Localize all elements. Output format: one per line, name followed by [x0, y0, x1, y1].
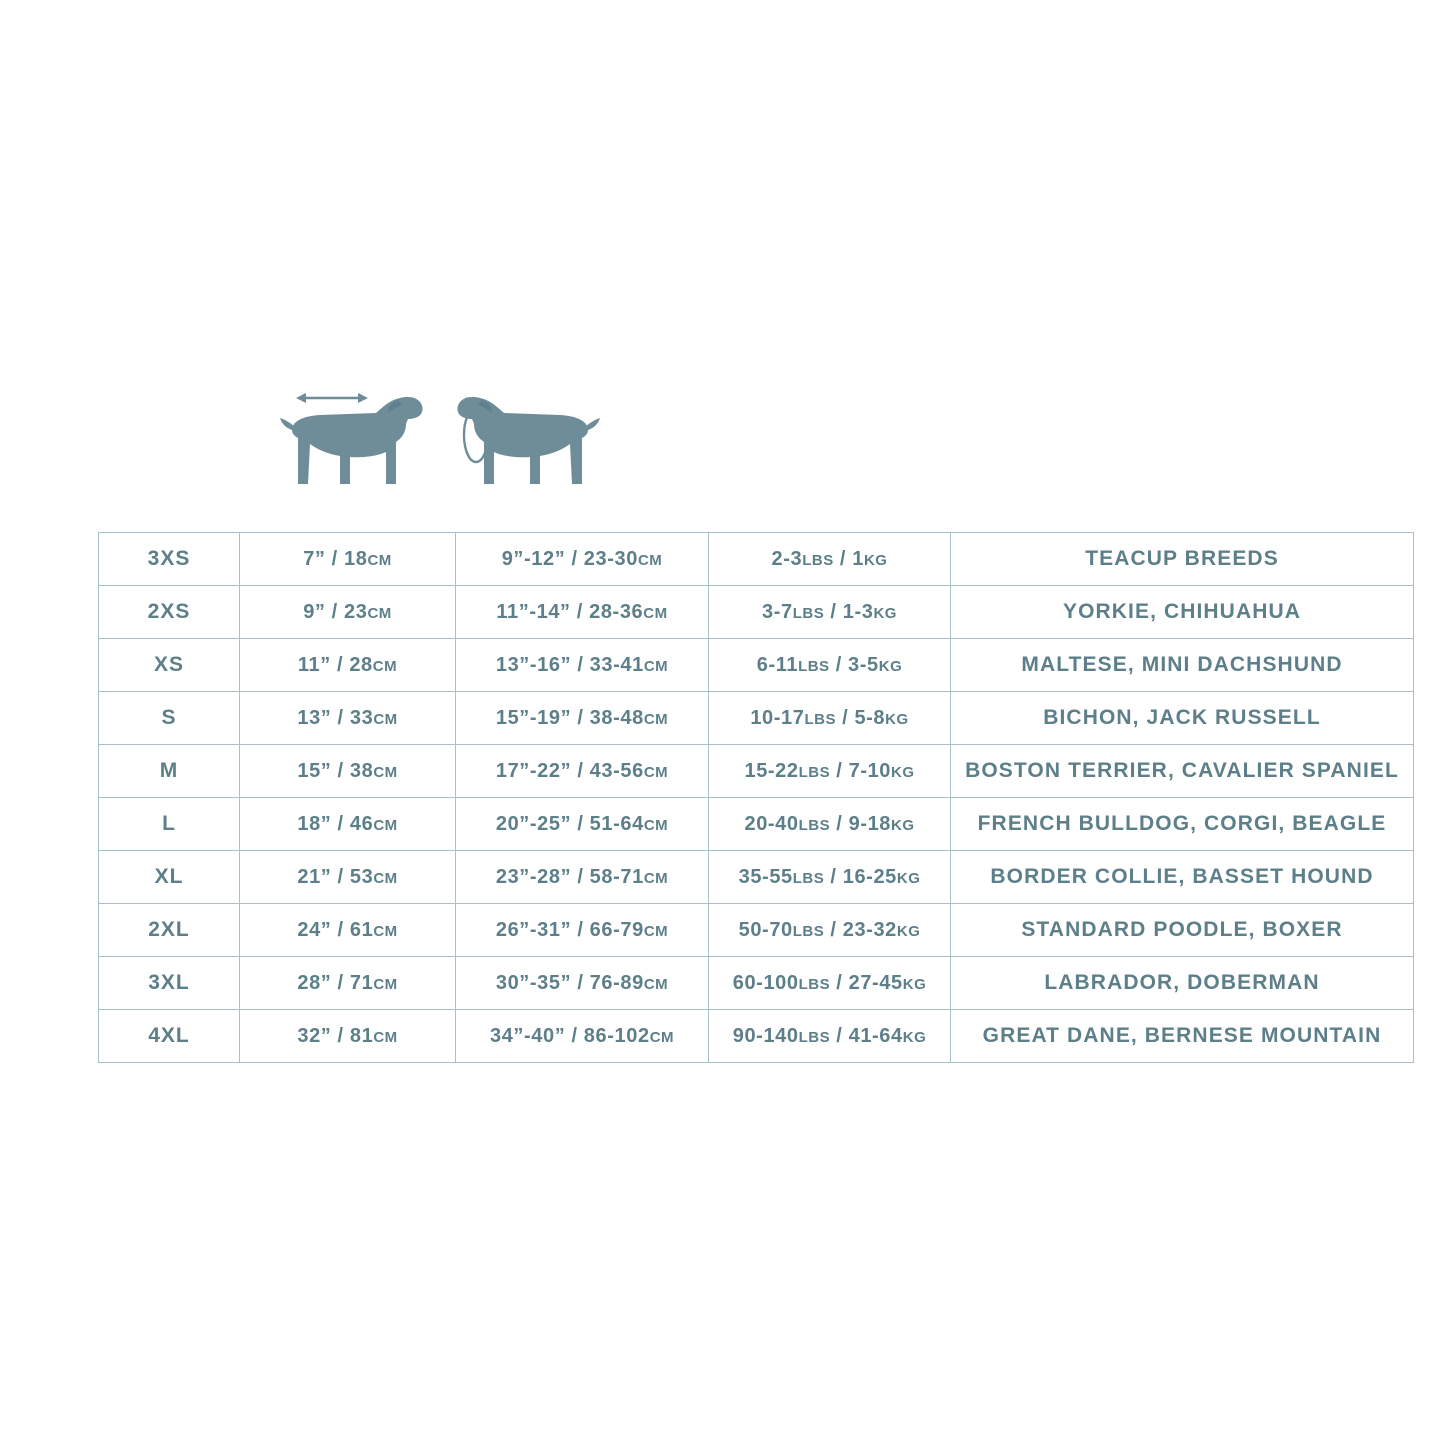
- girth-value: 23”-28” / 58-71: [495, 865, 644, 888]
- weight-value: 2-3: [771, 547, 803, 570]
- cell-girth: [456, 533, 709, 586]
- table-row: [99, 692, 1414, 745]
- height-unit: CM: [373, 710, 398, 728]
- weight-unit-lbs: LBS: [792, 922, 825, 940]
- weight-unit-kg: KG: [896, 869, 921, 887]
- cell-weight: [709, 1010, 951, 1063]
- size-table-body: [99, 533, 1414, 1063]
- weight-value-metric: / 1-3: [824, 600, 874, 623]
- girth-value: 15”-19” / 38-48: [495, 706, 644, 729]
- cell-weight: [709, 533, 951, 586]
- cell-girth: [456, 586, 709, 639]
- weight-value-metric: / 1: [833, 547, 864, 570]
- cell-weight: [709, 639, 951, 692]
- height-value: 18” / 46: [297, 812, 374, 835]
- weight-value-metric: / 9-18: [830, 812, 892, 835]
- height-unit: CM: [373, 975, 398, 993]
- height-unit: CM: [373, 869, 398, 887]
- girth-value: 34”-40” / 86-102: [489, 1024, 650, 1047]
- table-row: [99, 957, 1414, 1010]
- girth-unit: CM: [643, 763, 669, 781]
- girth-unit: CM: [643, 604, 668, 622]
- height-unit: CM: [367, 551, 392, 569]
- weight-value: 90-140: [732, 1024, 799, 1047]
- height-value: 15” / 38: [297, 759, 374, 782]
- cell-breeds: STANDARD POODLE, BOXER: [951, 904, 1414, 957]
- height-unit: CM: [367, 604, 392, 622]
- height-value: 28” / 71: [297, 971, 374, 994]
- cell-breeds: GREAT DANE, BERNESE MOUNTAIN: [951, 1010, 1414, 1063]
- table-row: [99, 533, 1414, 586]
- girth-value: 13”-16” / 33-41: [495, 653, 644, 676]
- weight-unit-kg: KG: [878, 657, 903, 675]
- dog-measurement-diagram: [280, 380, 600, 510]
- weight-value: 10-17: [750, 706, 805, 729]
- table-row: [99, 1010, 1414, 1063]
- cell-girth: [456, 904, 709, 957]
- cell-height: [240, 798, 456, 851]
- cell-height: [240, 745, 456, 798]
- weight-value-metric: / 41-64: [830, 1024, 903, 1047]
- cell-breeds: BOSTON TERRIER, CAVALIER SPANIEL: [951, 745, 1414, 798]
- weight-unit-lbs: LBS: [802, 551, 834, 569]
- height-value: 9” / 23: [303, 600, 368, 623]
- weight-value-metric: / 16-25: [824, 865, 897, 888]
- height-value: 24” / 61: [297, 918, 374, 941]
- cell-breeds: MALTESE, MINI DACHSHUND: [951, 639, 1414, 692]
- weight-unit-kg: KG: [885, 710, 909, 728]
- girth-value: 11”-14” / 28-36: [496, 600, 644, 623]
- weight-value-metric: / 7-10: [830, 759, 892, 782]
- weight-unit-kg: KG: [873, 604, 897, 622]
- cell-breeds: FRENCH BULLDOG, CORGI, BEAGLE: [951, 798, 1414, 851]
- cell-size: 4XL: [99, 1010, 240, 1063]
- cell-height: [240, 639, 456, 692]
- cell-girth: [456, 851, 709, 904]
- weight-value-metric: / 5-8: [835, 706, 886, 729]
- cell-height: [240, 1010, 456, 1063]
- cell-size: 2XL: [99, 904, 240, 957]
- cell-weight: [709, 692, 951, 745]
- cell-breeds: BORDER COLLIE, BASSET HOUND: [951, 851, 1414, 904]
- cell-breeds: TEACUP BREEDS: [951, 533, 1414, 586]
- table-row: [99, 639, 1414, 692]
- cell-size: XS: [99, 639, 240, 692]
- left-dog-silhouette: [280, 397, 423, 484]
- cell-height: [240, 851, 456, 904]
- girth-value: 17”-22” / 43-56: [495, 759, 644, 782]
- height-unit: CM: [373, 922, 398, 940]
- weight-value: 35-55: [738, 865, 793, 888]
- weight-unit-kg: KG: [902, 975, 927, 993]
- cell-size: XL: [99, 851, 240, 904]
- cell-size: L: [99, 798, 240, 851]
- girth-unit: CM: [643, 869, 669, 887]
- cell-girth: [456, 639, 709, 692]
- girth-value: 9”-12” / 23-30: [501, 547, 638, 570]
- height-unit: CM: [373, 1028, 398, 1046]
- table-row: [99, 745, 1414, 798]
- weight-unit-lbs: LBS: [792, 869, 825, 887]
- girth-value: 26”-31” / 66-79: [495, 918, 644, 941]
- weight-value-metric: / 27-45: [830, 971, 903, 994]
- cell-girth: [456, 957, 709, 1010]
- girth-unit: CM: [643, 922, 669, 940]
- dog-size-table: [98, 532, 1414, 1063]
- height-unit: CM: [373, 816, 398, 834]
- weight-unit-lbs: LBS: [804, 710, 836, 728]
- cell-height: [240, 904, 456, 957]
- weight-unit-kg: KG: [896, 922, 921, 940]
- cell-height: [240, 957, 456, 1010]
- height-unit: CM: [373, 763, 398, 781]
- girth-value: 20”-25” / 51-64: [495, 812, 644, 835]
- table-row: [99, 586, 1414, 639]
- cell-weight: [709, 745, 951, 798]
- cell-breeds: LABRADOR, DOBERMAN: [951, 957, 1414, 1010]
- table-row: [99, 851, 1414, 904]
- weight-value: 20-40: [744, 812, 799, 835]
- cell-girth: [456, 745, 709, 798]
- cell-weight: [709, 798, 951, 851]
- weight-value: 60-100: [732, 971, 799, 994]
- girth-unit: CM: [643, 710, 669, 728]
- cell-breeds: YORKIE, CHIHUAHUA: [951, 586, 1414, 639]
- cell-size: 2XS: [99, 586, 240, 639]
- weight-value: 6-11: [756, 653, 799, 676]
- weight-unit-lbs: LBS: [798, 1028, 831, 1046]
- weight-unit-lbs: LBS: [798, 657, 830, 675]
- cell-girth: [456, 1010, 709, 1063]
- girth-unit: CM: [637, 551, 663, 569]
- girth-unit: CM: [643, 657, 669, 675]
- cell-weight: [709, 957, 951, 1010]
- girth-value: 30”-35” / 76-89: [495, 971, 644, 994]
- weight-value: 50-70: [738, 918, 793, 941]
- weight-unit-lbs: LBS: [798, 816, 831, 834]
- cell-weight: [709, 851, 951, 904]
- cell-breeds: BICHON, JACK RUSSELL: [951, 692, 1414, 745]
- weight-unit-lbs: LBS: [792, 604, 825, 622]
- weight-unit-kg: KG: [891, 763, 915, 781]
- weight-unit-lbs: LBS: [798, 975, 831, 993]
- cell-height: [240, 692, 456, 745]
- cell-girth: [456, 798, 709, 851]
- height-unit: CM: [372, 657, 398, 675]
- cell-girth: [456, 692, 709, 745]
- cell-weight: [709, 586, 951, 639]
- girth-unit: CM: [643, 975, 669, 993]
- cell-size: M: [99, 745, 240, 798]
- cell-size: 3XL: [99, 957, 240, 1010]
- table-row: [99, 798, 1414, 851]
- height-value: 7” / 18: [303, 547, 368, 570]
- cell-weight: [709, 904, 951, 957]
- table-row: [99, 904, 1414, 957]
- weight-value-metric: / 3-5: [829, 653, 879, 676]
- height-value: 13” / 33: [297, 706, 374, 729]
- height-value: 21” / 53: [297, 865, 374, 888]
- cell-height: [240, 586, 456, 639]
- weight-value: 15-22: [744, 759, 799, 782]
- girth-unit: CM: [643, 816, 669, 834]
- weight-unit-kg: KG: [902, 1028, 927, 1046]
- weight-value: 3-7: [762, 600, 793, 623]
- height-value: 32” / 81: [297, 1024, 374, 1047]
- cell-height: [240, 533, 456, 586]
- weight-unit-kg: KG: [891, 816, 915, 834]
- weight-value-metric: / 23-32: [824, 918, 897, 941]
- girth-unit: CM: [649, 1028, 675, 1046]
- weight-unit-kg: KG: [863, 551, 888, 569]
- weight-unit-lbs: LBS: [798, 763, 831, 781]
- cell-size: 3XS: [99, 533, 240, 586]
- height-value: 11” / 28: [297, 653, 373, 676]
- cell-size: S: [99, 692, 240, 745]
